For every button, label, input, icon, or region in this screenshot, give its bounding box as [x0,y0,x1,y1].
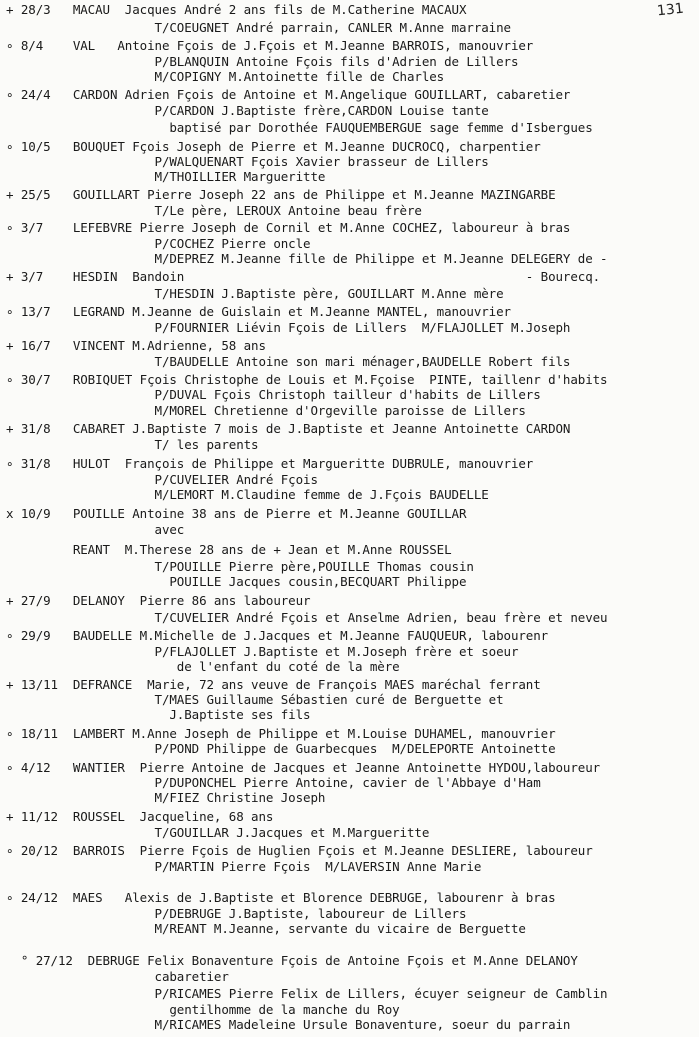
register-line: + 28/3 MACAU Jacques André 2 ans fils de M.Catherine MACAUX [6,2,467,17]
register-line: ∘ 13/7 LEGRAND M.Jeanne de Guislain et M.Jeanne MANTEL, manouvrier [6,304,511,319]
register-line: P/BLANQUIN Antoine Fçois fils d'Adrien de Lillers [6,54,519,69]
register-line: T/CUVELIER André Fçois et Anselme Adrien, beau frère et neveu [6,610,608,625]
register-line: M/REANT M.Jeanne, servante du vicaire de Berguette [6,921,526,936]
register-line: T/COEUGNET André parrain, CANLER M.Anne marraine [6,20,511,35]
register-line: P/CARDON J.Baptiste frère,CARDON Louise tante [6,103,489,118]
register-line: M/COPIGNY M.Antoinette fille de Charles [6,69,445,84]
register-line: T/BAUDELLE Antoine son mari ménager,BAUDELLE Robert fils [6,354,571,369]
register-line: M/THOILLIER Margueritte [6,169,326,184]
register-line: M/LEMORT M.Claudine femme de J.Fçois BAUDELLE [6,487,489,502]
register-line: T/GOUILLAR J.Jacques et M.Margueritte [6,825,430,840]
register-line: ∘ 20/12 BARROIS Pierre Fçois de Huglien Fçois et M.Jeanne DESLIERE, laboureur [6,843,593,858]
register-line: + 16/7 VINCENT M.Adrienne, 58 ans [6,338,266,353]
register-line: M/FIEZ Christine Joseph [6,790,326,805]
register-line: ∘ 4/12 WANTIER Pierre Antoine de Jacques et Jeanne Antoinette HYDOU,laboureur [6,760,601,775]
register-line: ° 27/12 DEBRUGE Felix Bonaventure Fçois de Antoine Fçois et M.Anne DELANOY [6,953,578,968]
register-line: P/POND Philippe de Guarbecques M/DELEPORTE Antoinette [6,741,556,756]
register-line: P/WALQUENART Fçois Xavier brasseur de Lillers [6,154,489,169]
register-line: + 31/8 CABARET J.Baptiste 7 mois de J.Baptiste et Jeanne Antoinette CARDON [6,421,571,436]
page-number: 131 [656,0,685,20]
register-line: J.Baptiste ses fils [6,707,311,722]
register-line: M/MOREL Chretienne d'Orgeville paroisse de Lillers [6,403,526,418]
register-line: + 25/5 GOUILLART Pierre Joseph 22 ans de Philippe et M.Jeanne MAZINGARBE [6,187,556,202]
register-line: P/FLAJOLLET J.Baptiste et M.Joseph frère et soeur [6,644,519,659]
register-line: P/DEBRUGE J.Baptiste, laboureur de Lillers [6,906,467,921]
register-line: T/MAES Guillaume Sébastien curé de Berguette et [6,692,504,707]
register-line: gentilhomme de la manche du Roy [6,1002,400,1017]
register-line: + 11/12 ROUSSEL Jacqueline, 68 ans [6,809,274,824]
register-line: ∘ 24/4 CARDON Adrien Fçois de Antoine et M.Angelique GOUILLART, cabaretier [6,87,571,102]
register-line: P/DUPONCHEL Pierre Antoine, cavier de l'Abbaye d'Ham [6,775,541,790]
register-line: + 27/9 DELANOY Pierre 86 ans laboureur [6,593,311,608]
register-line: de l'enfant du coté de la mère [6,659,400,674]
register-line: ∘ 24/12 MAES Alexis de J.Baptiste et Blorence DEBRUGE, labourenr à bras [6,890,556,905]
register-line: P/CUVELIER André Fçois [6,472,318,487]
register-line: T/Le père, LEROUX Antoine beau frère [6,203,422,218]
register-line: ∘ 8/4 VAL Antoine Fçois de J.Fçois et M.Jeanne BARROIS, manouvrier [6,38,534,53]
register-line: avec [6,522,185,537]
register-line: ∘ 10/5 BOUQUET Fçois Joseph de Pierre et M.Jeanne DUCROCQ, charpentier [6,139,541,154]
register-line: P/DUVAL Fçois Christoph tailleur d'habits de Lillers [6,387,541,402]
register-line: + 13/11 DEFRANCE Marie, 72 ans veuve de François MAES maréchal ferrant [6,677,541,692]
register-line: P/FOURNIER Liévin Fçois de Lillers M/FLAJOLLET M.Joseph [6,320,571,335]
register-line: T/POUILLE Pierre père,POUILLE Thomas cousin [6,559,474,574]
register-line: REANT M.Therese 28 ans de + Jean et M.Anne ROUSSEL [6,542,452,557]
register-line: ∘ 31/8 HULOT François de Philippe et Margueritte DUBRULE, manouvrier [6,456,534,471]
register-line: M/RICAMES Madeleine Ursule Bonaventure, soeur du parrain [6,1017,571,1032]
register-line: POUILLE Jacques cousin,BECQUART Philippe [6,574,467,589]
register-line: ∘ 18/11 LAMBERT M.Anne Joseph de Philippe et M.Louise DUHAMEL, manouvrier [6,726,556,741]
register-line: ∘ 3/7 LEFEBVRE Pierre Joseph de Cornil et M.Anne COCHEZ, laboureur à bras [6,220,571,235]
register-line: + 3/7 HESDIN Bandoin - Bourecq. [6,269,601,284]
register-line: P/COCHEZ Pierre oncle [6,236,311,251]
register-line: ∘ 29/9 BAUDELLE M.Michelle de J.Jacques et M.Jeanne FAUQUEUR, labourenr [6,628,549,643]
register-line: T/ les parents [6,437,259,452]
register-line: P/RICAMES Pierre Felix de Lillers, écuyer seigneur de Camblin [6,986,608,1001]
register-line: cabaretier [6,969,229,984]
register-line: ∘ 30/7 ROBIQUET Fçois Christophe de Louis et M.Fçoise PINTE, taillenr d'habits [6,372,608,387]
register-line: P/MARTIN Pierre Fçois M/LAVERSIN Anne Marie [6,859,482,874]
register-line: x 10/9 POUILLE Antoine 38 ans de Pierre et M.Jeanne GOUILLAR [6,506,467,521]
register-line: baptisé par Dorothée FAUQUEMBERGUE sage femme d'Isbergues [6,120,593,135]
register-line: M/DEPREZ M.Jeanne fille de Philippe et M.Jeanne DELEGERY de - [6,251,608,266]
register-line: T/HESDIN J.Baptiste père, GOUILLART M.Anne mère [6,286,504,301]
